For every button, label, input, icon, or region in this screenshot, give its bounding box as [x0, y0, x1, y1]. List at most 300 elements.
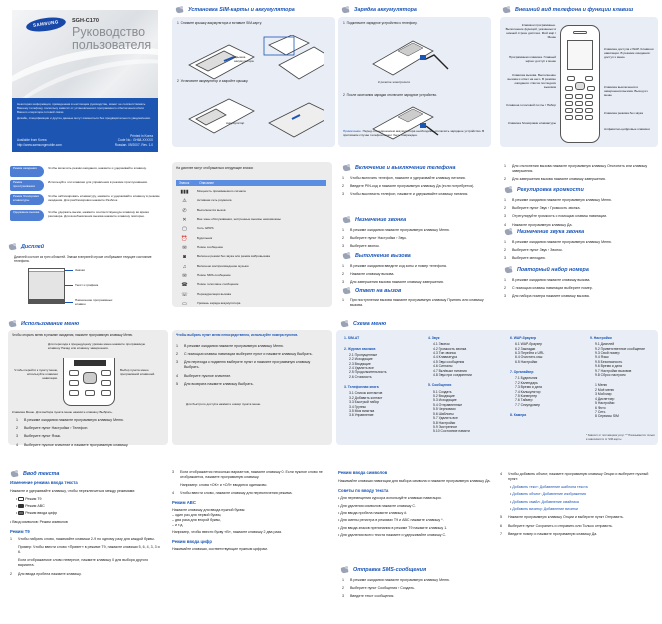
display-softkey-bar [29, 299, 64, 303]
step: 3 Для завершения вызова нажмите клавишу завершения. [342, 280, 444, 285]
nav-key [83, 372, 97, 384]
menu-item: 7.1 Будильник [515, 376, 538, 381]
text-input-col1 [10, 480, 162, 580]
menu-item: 4.7 Вкл/выкл питания [433, 368, 467, 373]
step: 1 В режиме ожидания нажмите программную клавишу Меню. [504, 240, 612, 244]
nav-key [575, 82, 585, 90]
step-text: Выберите пункт Сообщения › Создать. [350, 586, 415, 591]
menu-item: 2.3 Входящие [349, 361, 371, 366]
step: 3 Отрегулируйте громкость с помощью клавиш навигации. [504, 214, 608, 219]
menu-item: 9.2 Приветственное сообщение [595, 346, 646, 351]
menu-item: 9.7 Настройки вызовов [595, 368, 632, 373]
section-title-text: Зарядка аккумулятора [354, 6, 417, 13]
step-text: В режиме ожидания нажмите программную клавишу Меню. [350, 578, 450, 582]
redial-steps [504, 278, 654, 303]
step: 1 При поступлении вызова нажмите программную клавишу Принять или клавишу вызова. [342, 298, 492, 308]
menu-item: 2.6 Стоимость [349, 374, 372, 379]
menu-item: 5.5 Черновики [433, 407, 456, 412]
menu-item: 1 Меню [595, 383, 607, 388]
volume-pre-steps [504, 164, 654, 185]
menu-item: 4.2 Громкость звонка [433, 346, 467, 351]
menu-item: 4.3 Тип звонка [433, 350, 456, 355]
callout-end-key: Клавиша выключения и завершения вызова. Выход из меню [604, 85, 648, 98]
menu-item: 5.7 Удалить все [433, 416, 458, 421]
sim-step-1: 1 Снимите крышку аккумулятора и вставьте SIM-карту. [177, 21, 262, 25]
mode-tab: Режим блокировки клавиатуры [10, 194, 44, 205]
menu-item: 5.3 Исходящие [433, 398, 457, 403]
step-text: Чтобы включить телефон, нажмите и удерживайте клавишу питания. [350, 176, 466, 180]
icon-description: Уровень заряда аккумулятора [197, 301, 241, 306]
menu-group-heading: 1. SIM-AT [344, 336, 360, 340]
paragraph: – два раза для второй буквы, [172, 518, 221, 523]
menu-item: 5.1 Создать [433, 389, 452, 394]
website-link[interactable]: http://www.samsungmobile.com [17, 142, 62, 147]
guide-title: Руководство пользователя [72, 25, 152, 52]
menu-item: 9.6 Время и дата [595, 364, 622, 369]
mode-text: Чтобы включить режим ожидания, нажмите и удерживайте клавишу. [48, 166, 147, 170]
charge-step-1: 1 Подключите зарядное устройство к телефону. [343, 21, 418, 25]
numeric-icon [18, 511, 24, 516]
display-intro: Дисплей состоит из трех областей. Значки в верхней строке отображают текущее состояние телефона. [14, 255, 152, 264]
answer-steps [342, 298, 492, 311]
sim-panel [172, 17, 335, 147]
code-number: Code No.: GH68-XXXXX [117, 138, 153, 143]
status-icon: ♫ [182, 263, 187, 270]
mode-tab: Режим ожидания [10, 166, 44, 177]
menu-item: 2.2 Исходящие [349, 357, 373, 362]
menu-item: 3.4 Группы [349, 404, 366, 409]
step-text: Для возврата нажмите клавишу Выбрать. [184, 381, 254, 386]
menu-item: 4.6 Сигналы [433, 364, 453, 369]
step-text: Для набора номера нажмите клавишу вызова. [512, 294, 590, 299]
step: 1 В режиме ожидания нажмите программную клавишу Меню. [16, 418, 124, 422]
key-hash [585, 115, 593, 120]
section-title-ringtone: Назначение звонка [342, 216, 406, 225]
calls-column [500, 162, 658, 307]
col-description: Описание [199, 180, 214, 185]
menu-item: 5.6 Шаблоны [433, 411, 454, 416]
screen-bottom [74, 360, 106, 366]
step-text: Выберите пункт Язык. [24, 434, 61, 439]
step: 3 Чтобы выключить телефон, нажмите и удерживайте клавишу питания. [342, 192, 469, 197]
callout-nav-keys: Клавиша доступа к WAP. Клавиши навигации. В режиме ожидания: доступ к меню [604, 47, 654, 60]
paragraph: • Ввод символов: Режим символов [10, 519, 68, 524]
key-1 [69, 390, 79, 396]
end-key [587, 86, 595, 91]
menu-item: 4.4 Клавиатура [433, 355, 458, 360]
menu-map-footnote: * Зависит от поставщика услуг. ** Показывается только в зависимости от SIM-карты. [586, 434, 655, 441]
status-icon: ☏ [181, 291, 188, 298]
callout-line [65, 270, 73, 271]
power-steps [342, 176, 492, 201]
sms-steps [342, 578, 492, 603]
step-text: Выберите пункт Настройки › Звук. [350, 236, 407, 241]
menu-item: 3.6 Управление [349, 413, 374, 418]
step-text: Для перехода к подменю выберите пункт и нажмите программную клавишу Выбрать. [184, 360, 311, 370]
step: 2 Выберите пункт Настройки › Звук. [342, 236, 407, 241]
key-9 [585, 108, 593, 113]
battery-callout: Аккумулятор [226, 121, 245, 125]
step-text: Выберите пункт Звук › Громкость звонка. [512, 206, 581, 211]
tip-item: • Для ввода пробела нажмите клавишу #. [338, 510, 408, 515]
step: 2 Выберите пункт Звук › Звонок. [504, 248, 563, 253]
menu-use-callout-right: Выбор пункта меню программной клавишей. [120, 368, 156, 377]
paragraph: Нажмите и удерживайте клавишу, чтобы переключиться между режимами: [10, 488, 136, 493]
callout-call-key: Клавиша вызова. Выполнение вызова и ответ на него. В режиме ожидания: список последних вызовов [507, 73, 556, 90]
mode-item: • Режим T9 [16, 496, 42, 501]
icon-table-row [180, 198, 325, 205]
callout-line [65, 302, 73, 303]
section-bullet-icon [502, 6, 512, 15]
menu-map-panel [336, 330, 658, 445]
mode-tab: Удержание вызова [10, 210, 44, 221]
step-text: В режиме ожидания нажмите программную клавишу Меню. [512, 198, 612, 202]
section-title-answer: Ответ на вызов [342, 287, 401, 296]
status-icon: ◙ [182, 254, 187, 261]
menu-group-heading: 6. WAP-браузер [510, 336, 537, 340]
basic-functions-column [338, 162, 496, 307]
phone-diagram [560, 25, 600, 143]
step-text: Выберите мелодию. [512, 256, 546, 261]
menu-item: 7.6 Таймер [515, 398, 533, 403]
key-8 [575, 108, 583, 113]
section-bullet-icon [342, 216, 352, 225]
step-text: При поступлении вызова нажмите программную клавишу Принять или клавишу вызова. [350, 298, 484, 307]
step: 1 Чтобы набрать слово, нажимайте клавиши 2-9 по одному разу для каждой буквы. [10, 537, 155, 542]
step-text: С помощью клавиш навигации выберите номер. [512, 286, 593, 291]
step: 3 Выберите мелодию. [504, 256, 546, 261]
ringtone-steps [342, 228, 492, 253]
menu-item: 9.8 Сброс настроек [595, 373, 626, 378]
revision: Russian. 09/2007. Rev. 1.0 [114, 142, 153, 147]
layout-panel [500, 17, 658, 147]
step: 1 В режиме ожидания нажмите программную клавишу Меню. [342, 578, 450, 582]
section-bullet-icon [8, 320, 18, 329]
menu-use-steps [16, 418, 161, 451]
section-bullet-icon [504, 266, 514, 275]
menu-item: 6 Фото [595, 405, 606, 410]
menu-item: 7.4 Калькулятор [515, 389, 541, 394]
step-text: Введите текст сообщения. [350, 594, 395, 599]
menu-item: 4 Диспетчер [595, 396, 615, 401]
tip-item: • Для удаления всего текста нажмите и удерживайте клавишу C. [338, 532, 447, 537]
section-bullet-icon [8, 243, 18, 252]
softkey-left [567, 76, 575, 81]
icon-description: Переадресация вызова [197, 291, 231, 296]
menu-use-panel [8, 330, 168, 445]
menu-use-bottom-intro: Клавиша Меню. Для выбора пункта меню нажмите клавишу Выбрать. [12, 410, 113, 414]
status-icon: ▮▮▮ [180, 189, 189, 195]
section-title-power: Включение и выключение телефона [342, 164, 455, 173]
section-title-volume: Регулировка громкости [504, 186, 584, 195]
step: 3 Введите текст сообщения. [342, 594, 395, 599]
status-icon: ▢ [182, 226, 187, 233]
step: 1 В режиме ожидания нажмите программную клавишу Меню. [176, 344, 284, 348]
menu-use-callout-top: Для перехода к предыдущему уровню меню нажмите программную клавишу Назад или клавишу завершения. [48, 342, 146, 351]
status-icon: ✉ [182, 273, 187, 280]
step: 2 Нажмите клавишу вызова. [342, 272, 395, 277]
display-label-text: Текст и графика [75, 283, 99, 287]
model-number: SGH-C170 [72, 18, 99, 24]
icons-table-body [180, 189, 325, 310]
menu-item: 7.7 Секундомер [515, 402, 541, 407]
status-icon: ⚠ [182, 198, 187, 205]
icon-table-row [180, 236, 325, 243]
menu-item: 4.8 Звук при соединении [433, 373, 472, 378]
callout-silent: Клавиша режима без звука [604, 111, 644, 115]
step: 4 Нажмите программную клавишу Да. [504, 222, 573, 227]
callout-keylock: Клавиша блокировки клавиатуры [508, 121, 556, 125]
mode-item: • Режим ввода цифр [16, 510, 58, 515]
icon-table-row [180, 217, 325, 224]
step: 2 С помощью клавиш навигации выберите пункт и нажмите клавишу Выбрать. [176, 352, 313, 357]
menu-item: 7.3 Время и дата [515, 385, 542, 390]
end-key [101, 380, 111, 386]
status-icon: ✆ [182, 207, 187, 214]
menu-item: 6.4 Очистить кэш [515, 355, 543, 360]
tip-item: • Для смены регистра в режимах T9 и ABC нажмите клавишу *. [338, 518, 444, 523]
step-text: Выберите нужное значение и нажмите программную клавишу. [24, 442, 129, 447]
menu-item: 6.1 WAP-браузер [515, 342, 543, 347]
icon-table-row [180, 254, 325, 261]
section-title-display [8, 243, 44, 252]
status-icon: ☎ [181, 282, 188, 289]
mode-tab: Режим прослушивания [10, 180, 44, 191]
paragraph: Нажимайте клавиши, соответствующие нужным цифрам. [172, 547, 268, 552]
section-title-text-input: Ввод текста [10, 470, 59, 479]
status-icon: ▭ [182, 301, 187, 308]
icon-table-row [180, 264, 325, 271]
step: 2 Для ввода пробела нажмите клавишу. [10, 571, 82, 576]
section-title-sim [175, 6, 295, 15]
phone-keypad-closeup [63, 358, 115, 406]
tips-list [338, 496, 493, 538]
text-input-col2 [172, 470, 327, 552]
menu-item: 5.8 Настройки [433, 420, 456, 425]
example: Например: слова «ОК» и «ОЛ» вводятся одинаково. [180, 483, 268, 488]
step: 1 В режиме ожидания нажмите программную клавишу Меню. [504, 198, 612, 202]
step: 2 Введите PIN-код и нажмите программную клавишу Да (если потребуется). [342, 184, 475, 189]
menu-group-heading: 5. Сообщения [428, 383, 452, 388]
note: Если отображаемое слово неверное, нажмите клавишу 0 для выбора другого варианта. [18, 558, 149, 567]
softkey-right [585, 76, 593, 81]
icon-description: Новое SMS-сообщение [197, 273, 231, 278]
icon-table-row [180, 245, 325, 252]
step: 2 С помощью клавиш навигации выберите номер. [504, 286, 593, 291]
step: 1 В режиме ожидания нажмите клавишу вызова. [504, 278, 591, 282]
step-text: Нажмите программную клавишу Да. [512, 222, 573, 227]
menu-map-column [344, 336, 414, 418]
icon-table-row [180, 292, 325, 299]
section-bullet-icon [504, 228, 514, 237]
icon-description: Вне зоны обслуживания, экстренные вызовы невозможны [197, 217, 281, 222]
section-title-charge [341, 6, 417, 15]
step-text: Для завершения вызова нажмите клавишу завершения. [350, 280, 444, 285]
icon-table-row [180, 301, 325, 308]
mode-text: Чтобы заблокировать клавиатуру, нажмите и удерживайте клавишу в режиме ожидания. Для разблокировки нажмите Разблок. [48, 194, 160, 203]
step-text: Для отклонения вызова нажмите программную клавишу Отклонить или клавишу завершения. [512, 164, 648, 173]
icons-intro: На дисплее могут отображаться следующие значки: [176, 166, 254, 170]
menu-item: 7 Сеть [595, 410, 606, 414]
step-text: В режиме ожидания нажмите программную клавишу Меню. [184, 344, 284, 348]
menu-group-heading: 9. Настройки [590, 336, 612, 340]
step-text: Введите PIN-код и нажмите программную клавишу Да (если потребуется). [350, 184, 475, 189]
status-icon: ✕ [182, 217, 187, 224]
subheading: Режим ABC [172, 499, 196, 505]
menu-item: 5.4 Отправленные [433, 402, 463, 407]
menu-use-intro: Чтобы открыть меню в режиме ожидания, нажмите программную клавишу Меню. [12, 333, 133, 337]
tip-item: • Для перемещения курсора используйте клавиши навигации. [338, 496, 442, 501]
example: Пример: Чтобы ввести слово «Привет» в режиме T9, нажмите клавиши 5, 6, 4, 3, 3 и 6. [18, 545, 160, 555]
menu-item: 6.2 Закладки [515, 346, 536, 351]
t9-icon [18, 497, 24, 502]
samsung-logo: SAMSUNG [25, 15, 66, 33]
option-item: • Добавить текст: Добавление шаблона текста [510, 485, 588, 490]
step: 4 Чтобы ввести слово, нажмите клавишу для переключения режима. [172, 490, 293, 495]
modes-block [0, 162, 166, 232]
charger-callout: К розетке электросети [378, 80, 411, 84]
menu-item: 7.5 Конвертер [515, 393, 538, 398]
step: 2 Выберите пункт Звук › Громкость звонка. [504, 206, 581, 211]
status-icon: ⏰ [181, 235, 188, 242]
paragraph: – и т.д. [172, 522, 184, 527]
call-key [69, 380, 79, 386]
menu-group-heading: 7. Органайзер [510, 370, 534, 375]
charger-illustration-1 [368, 29, 458, 79]
step-text: В режиме ожидания нажмите клавишу вызова. [512, 278, 591, 282]
key-3 [585, 94, 593, 99]
step-text: Выберите пункт Настройки › Телефон. [24, 426, 89, 431]
callout-voicemail: Клавиша голосовой почты / Набор [506, 103, 556, 107]
icon-table-row [180, 273, 325, 280]
section-title-text: Внешний вид телефона и функции клавиш [515, 6, 634, 13]
key-4 [565, 101, 573, 106]
step-text: В режиме ожидания нажмите программную клавишу Меню. [350, 228, 450, 232]
option-item: • Добавить смайл: Добавление смайлика [510, 499, 579, 504]
key-star [565, 115, 573, 120]
mode-text: Используйте эти клавиши для управления в режиме прослушивания. [48, 180, 148, 184]
key-0 [575, 115, 583, 120]
subheading: Режим T9 [10, 528, 30, 534]
subheading: Режим ввода символов [338, 470, 388, 475]
menu-map-column [428, 336, 498, 434]
menu-item: 3.2 Добавить контакт [349, 395, 383, 400]
section-title-menu-use: Использование меню [8, 320, 79, 329]
step: 2 Выберите пункт Сообщения › Создать. [342, 586, 415, 591]
cover-footer-right [115, 134, 153, 147]
menu-item: 4.1 Звонок [433, 342, 450, 347]
menu-item: 7.2 Календарь [515, 380, 538, 385]
section-title-redial: Повторный набор номера [504, 266, 589, 275]
step-text: В режиме ожидания нажмите программную клавишу Меню. [512, 240, 612, 244]
section-bullet-icon [341, 6, 351, 15]
cover-footer-left [17, 138, 62, 147]
icon-description: Новое голосовое сообщение [197, 282, 239, 287]
key-6 [585, 101, 593, 106]
paragraph: Нажимайте клавиши навигации для выбора символа и нажмите программную клавишу Да. [338, 478, 491, 483]
key-1 [565, 94, 573, 99]
step-text: Для завершения вызова нажмите клавишу завершения. [512, 177, 606, 182]
subheading: Изменение режима ввода текста [10, 480, 78, 485]
icon-table-row [180, 189, 325, 196]
softkey-left [69, 370, 79, 376]
section-bullet-icon [342, 287, 352, 296]
shortcut-steps [176, 344, 326, 390]
step: 3 Если отображается несколько вариантов, нажмите клавишу 0. Если нужное слово не отображается, нажмите программную клавишу. [172, 470, 323, 479]
menu-item: 9.4 Язык [595, 355, 609, 360]
cover-note: Некоторая информация, приведенная в настоящем руководстве, может не соответствовать Вашему телефону, поскольку зависит от установленного программного обеспечения и/или Вашего оператора сотовой связи. [17, 102, 146, 115]
display-diagram [28, 268, 65, 304]
mode-item: • Режим ABC [16, 503, 45, 508]
display-icons-bar [29, 269, 64, 272]
charge-step-2: 2 После окончания зарядки отключите зарядное устройство. [343, 93, 438, 97]
key-7 [565, 108, 573, 113]
section-bullet-icon [175, 6, 185, 15]
softkey-right [101, 370, 111, 376]
call-key [565, 86, 573, 91]
step: 4 Выберите нужное значение и нажмите программную клавишу. [16, 442, 129, 447]
origin-text: Available from Korea [17, 138, 47, 143]
step-text: Отрегулируйте громкость с помощью клавиш навигации. [512, 214, 608, 219]
option-item: • Добавить визитку: Добавление визитки [510, 507, 578, 512]
step-text: Выберите пункт Звук › Звонок. [512, 248, 563, 253]
step: 5 Для возврата нажмите клавишу Выбрать. [176, 381, 254, 386]
key-2 [575, 94, 583, 99]
menu-item: 3.3 Быстрый набор [349, 400, 380, 405]
icon-description: Включено воспроизведение музыки [197, 263, 249, 268]
section-bullet-icon [342, 252, 352, 261]
display-label-softkeys: Назначение программных клавиш [75, 298, 113, 307]
tip-item: • Для ввода знаков препинания в режиме T9 нажмите клавишу 1. [338, 525, 448, 530]
option-item: • Добавить объект: Добавление изображения [510, 492, 586, 497]
dial-steps [342, 264, 492, 289]
section-bullet-icon [340, 320, 350, 329]
step-text: Выберите звонок. [350, 244, 380, 249]
icons-table-header [176, 180, 326, 186]
cover-panel [12, 10, 158, 152]
sim-callout: Крышка аккумулятора [234, 55, 254, 64]
section-bullet-icon [342, 164, 352, 173]
menu-item: 2.5 Продолжительность [349, 370, 387, 375]
assign-steps [504, 240, 654, 265]
paragraph: Например, чтобы ввести букву «В», нажмите клавишу 2 два раза. [172, 529, 283, 534]
menu-group-heading: 2. Журнал звонков [344, 346, 376, 351]
callout-softkeys: Клавиши программные. Выполнение функций, указанных в нижней строке дисплея. Мой мир / Меню [505, 23, 556, 40]
menu-item: 3.1 Список контактов [349, 391, 383, 396]
callout-line [65, 285, 73, 286]
subheading: Советы по вводу текста [338, 487, 389, 493]
sim-illustration-2 [184, 91, 324, 141]
menu-item: 5.10 Состояние памяти [433, 429, 470, 434]
display-label-icons: Значки [75, 268, 85, 272]
tip-item: • Для удаления символов нажмите клавишу C. [338, 503, 417, 508]
callout-alnum: Алфавитно-цифровые клавиши [604, 127, 650, 131]
step: 7 Введите номер и нажмите программную клавишу Да. [500, 531, 598, 536]
menu-group-heading: 3. Телефонная книга [344, 385, 379, 390]
menu-item: 6.5 Настройки [515, 359, 538, 364]
section-title-layout [502, 6, 633, 15]
menu-item: 9.3 Свой номер [595, 350, 620, 355]
menu-group-heading: 8. Камера [510, 413, 527, 418]
icon-table-row [180, 208, 325, 215]
step: 5 Нажмите программную клавишу Опции и выберите пункт Отправить. [500, 515, 624, 520]
cover-notes-band [12, 98, 158, 152]
paragraph: – один раз для первой буквы, [172, 513, 222, 518]
callout-menu-key: Программная клавиша. Главный экран: доступ к меню [509, 55, 556, 64]
earpiece [573, 31, 587, 34]
status-icon: ✉ [182, 245, 187, 252]
section-title-text: Дисплей [21, 243, 45, 250]
